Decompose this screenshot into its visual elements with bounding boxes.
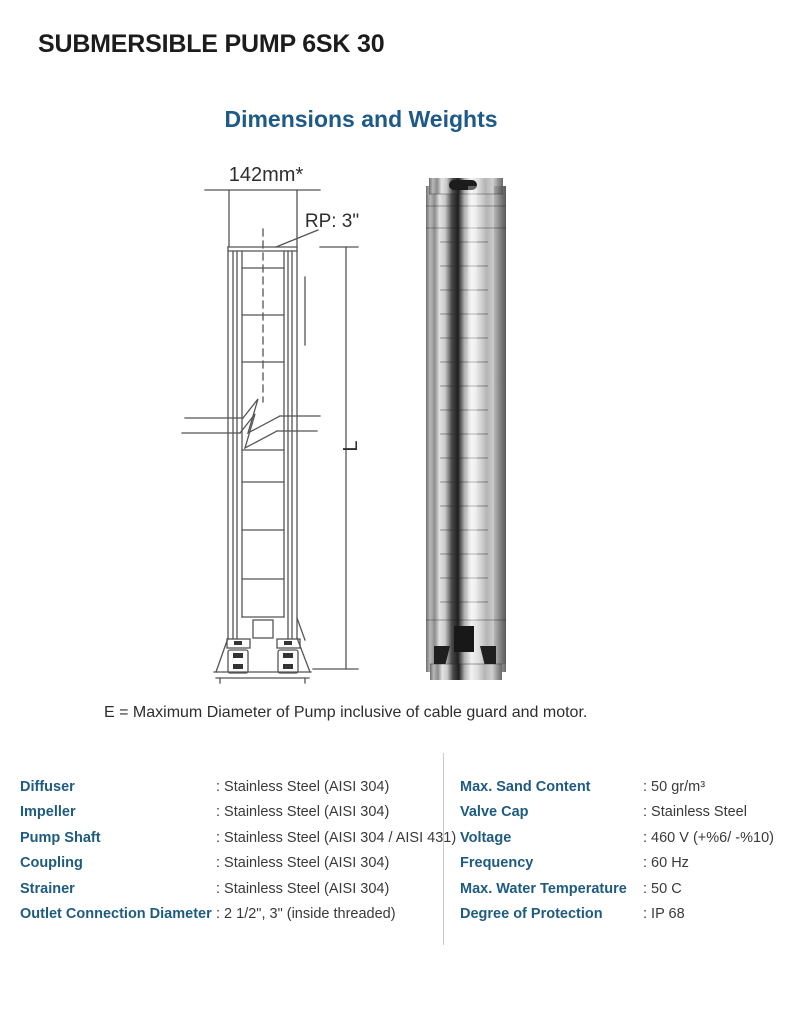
cable-guard-end [454,626,474,652]
spec-label: Strainer [20,880,75,897]
spec-row-diffuser [20,775,435,800]
length-dimension-label: L [340,440,362,452]
spec-row-water-temperature [460,877,785,902]
spec-label: Frequency [460,855,534,872]
spec-row-valve-cap [460,800,785,825]
pump-base-ring [430,664,502,680]
spec-value: : 2 1/2", 3" (inside threaded) [216,906,396,923]
spec-label: Degree of Protection [460,906,603,923]
spec-column-right [460,775,785,927]
spec-label: Outlet Connection Diameter [20,906,212,923]
spec-value: : Stainless Steel (AISI 304 / AISI 431) [216,829,457,846]
page-title: SUBMERSIBLE PUMP 6SK 30 [38,30,385,58]
diameter-note: E = Maximum Diameter of Pump inclusive of cable guard and motor. [104,704,588,721]
spec-value: : 60 Hz [643,855,689,872]
spec-label: Valve Cap [460,804,529,821]
spec-label: Max. Sand Content [460,779,591,795]
spec-label: Voltage [460,829,512,846]
spec-value: : 50 C [643,880,682,897]
thread-size-label: RP: 3" [304,211,360,232]
spec-label: Pump Shaft [20,829,101,846]
pump-photo [424,178,508,680]
spec-row-voltage [460,826,785,851]
spec-value: : Stainless Steel (AISI 304) [216,855,390,872]
spec-label: Max. Water Temperature [460,880,627,897]
spec-row-outlet-connection [20,902,435,927]
junction-box [253,620,273,638]
spec-row-protection-degree [460,902,785,927]
spec-label: Coupling [20,855,83,872]
spec-label: Impeller [20,804,76,821]
spec-row-sand-content [460,775,785,800]
section-heading: Dimensions and Weights [224,106,498,132]
spec-column-left [20,775,457,927]
spec-row-coupling [20,851,435,876]
spec-value: : Stainless Steel (AISI 304) [216,804,390,821]
spec-value: : 50 gr/m³ [643,779,706,795]
pump-dimension-drawing [180,150,380,695]
spec-value: : 460 V (+%6/ -%10) [643,829,774,846]
spec-value: : Stainless Steel (AISI 304) [216,779,390,795]
spec-value: : IP 68 [643,906,685,923]
spec-value: : Stainless Steel (AISI 304) [216,880,390,897]
break-zigzag [243,399,280,433]
spec-label: Diffuser [20,779,75,795]
width-dimension-label: 142mm* [228,164,304,186]
spec-row-pump-shaft [20,826,457,851]
spec-row-strainer [20,877,435,902]
spec-value: : Stainless Steel [643,804,747,821]
spec-row-impeller [20,800,435,825]
spec-row-frequency [460,851,785,876]
